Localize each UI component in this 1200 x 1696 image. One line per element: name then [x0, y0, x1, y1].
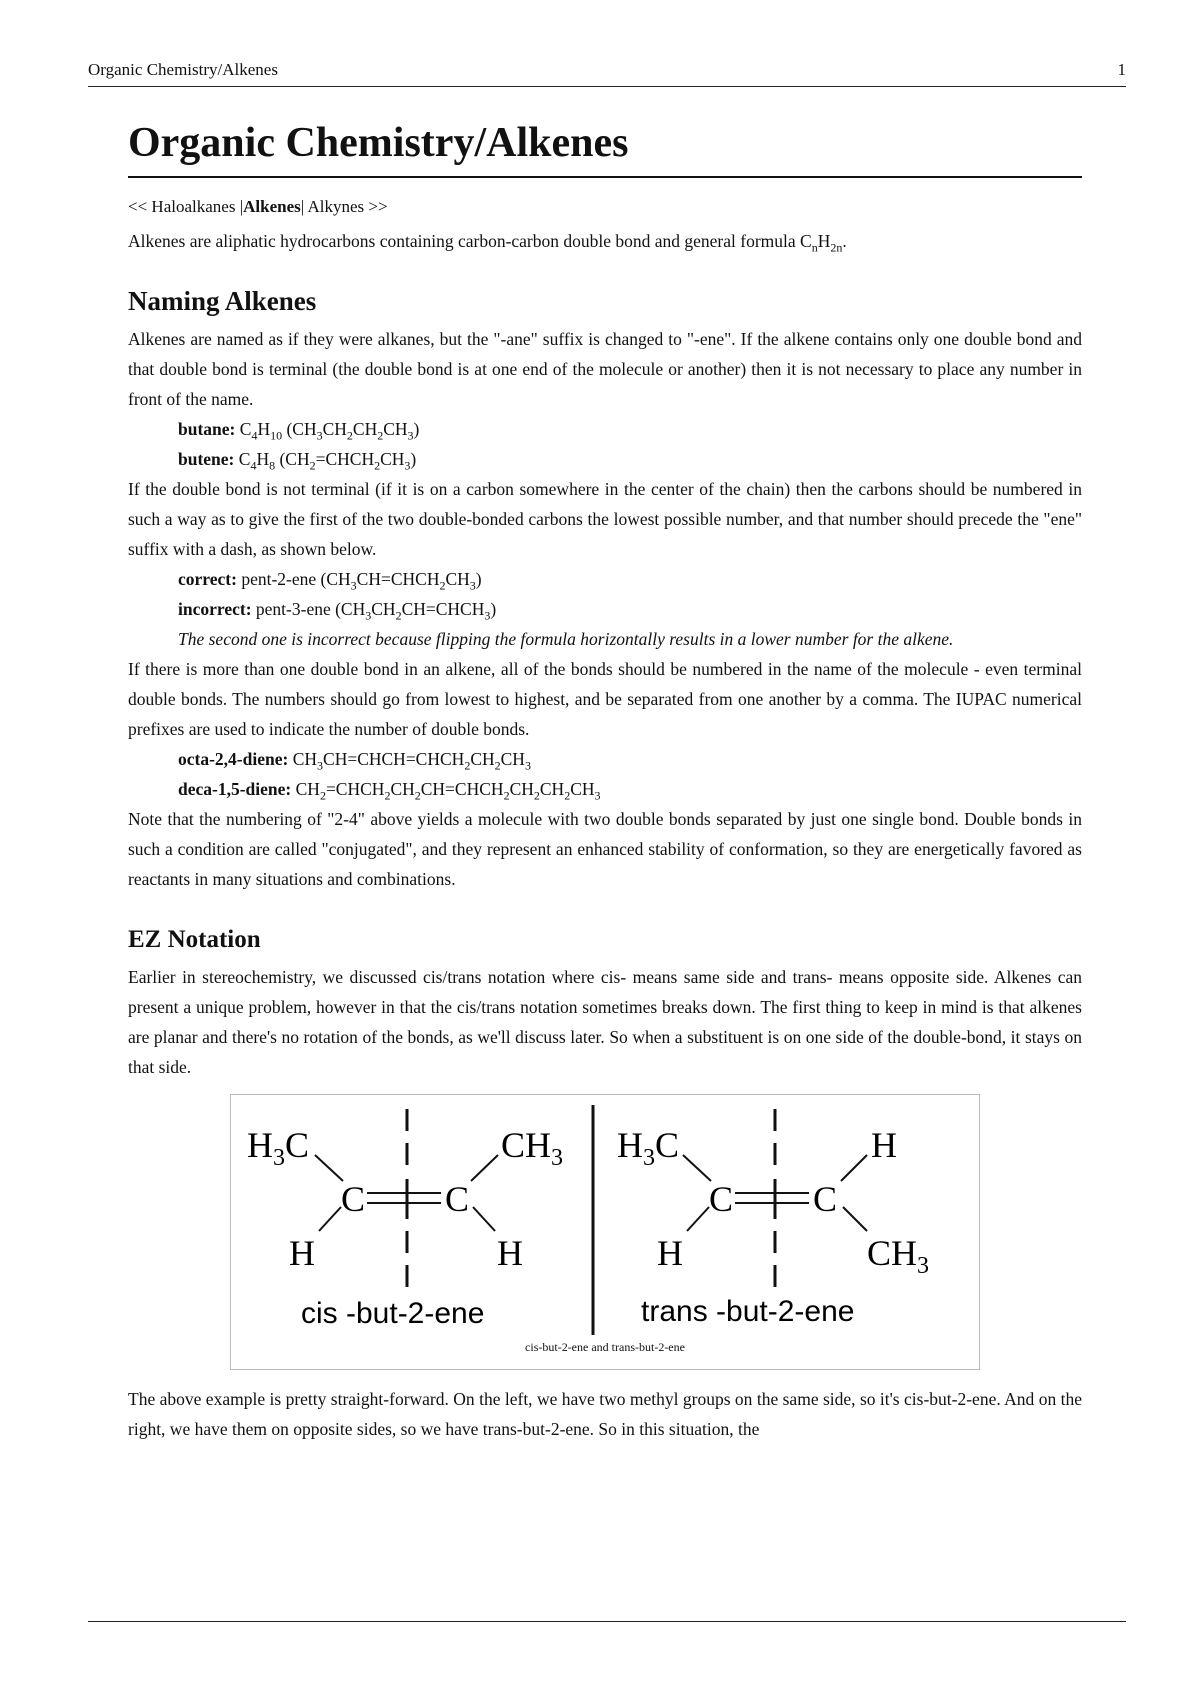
cis-h-right-label: H — [497, 1233, 523, 1274]
article-body — [128, 118, 1082, 1444]
running-title: Organic Chemistry/Alkenes — [88, 60, 278, 79]
trans-h-top-label: H — [871, 1125, 897, 1166]
chapter-navigation — [128, 196, 1082, 218]
page-title: Organic Chemistry/Alkenes — [128, 118, 1082, 178]
ez-paragraph-1: Earlier in stereochemistry, we discussed cis/trans notation where cis- means same side and trans- means opposite side. Alkenes can present a unique problem, however in that the cis/trans notation sometimes breaks down. The first thing to keep in mind is that alkenes are planar and there's no rotation of the bonds, as we'll discuss later. So when a substituent is on one side of the double-bond, it stays on that side. — [128, 967, 1082, 1078]
naming-paragraph-1: Alkenes are named as if they were alkanes, but the "-ane" suffix is changed to "-ene". If the alkene contains only one double bond and that double bond is terminal (the double bond is at one end of the molecule or another) then it is not necessary to place any number in front of the name. — [128, 329, 1082, 410]
running-header — [88, 60, 1126, 87]
figure-caption: cis-but-2-ene and trans-but-2-ene — [525, 1340, 685, 1355]
cis-c2-label: C — [445, 1179, 470, 1220]
page-number: 1 — [1117, 60, 1126, 79]
nav-current: Alkenes — [243, 197, 301, 217]
trans-h3c-label: $H_3C$ — [617, 1125, 680, 1172]
cis-name-label: cis -but-2-ene — [301, 1297, 485, 1331]
footer-rule — [88, 1621, 1126, 1622]
naming-paragraph-3: If there is more than one double bond in an alkene, all of the bonds should be numbered in the name of the molecule - even terminal double bonds. The numbers should go from lowest to highest, and be separated from one another by a comma. The IUPAC numerical prefixes are used to indicate the number of double bonds. — [128, 659, 1082, 740]
naming-paragraph-4: Note that the numbering of "2-4" above yields a molecule with two double bonds separated by just one single bond. Double bonds in such a condition are called "conjugated", and they represent an enhanced stability of conformation, so they are energetically favored as reactants in many situations and combinations. — [128, 809, 1082, 890]
intro-paragraph: Alkenes are aliphatic hydrocarbons containing carbon-carbon double bond and general formula $C_nH_{2n}$. — [128, 231, 847, 255]
example-incorrect: incorrect: pent-3-ene $(CH_3CH_2CH=CHCH_3)$ — [178, 599, 497, 623]
section-heading-ez: EZ Notation — [128, 926, 261, 954]
example-note: The second one is incorrect because flipping the formula horizontally results in a lower number for the alkene. — [178, 629, 954, 650]
example-decadiene: deca-1,5-diene: $CH_2=CHCH_2CH_2CH=CHCH_2CH_2CH_2CH_3$ — [178, 779, 601, 803]
example-butene: butene: $C_4H_8$ $(CH_2=CHCH_2CH_3)$ — [178, 449, 417, 473]
but-2-ene-diagram — [231, 1095, 979, 1369]
section-heading-naming: Naming Alkenes — [128, 286, 317, 317]
nav-next-link[interactable]: | Alkynes >> — [300, 197, 388, 217]
trans-c1-label: C — [709, 1179, 734, 1220]
cis-c1-label: C — [341, 1179, 366, 1220]
cis-ch3-label: $CH_3$ — [501, 1125, 564, 1172]
trans-name-label: trans -but-2-ene — [641, 1295, 855, 1329]
example-correct: correct: pent-2-ene $(CH_3CH=CHCH_2CH_3)$ — [178, 569, 482, 593]
example-butane: butane: $C_4H_{10}$ $(CH_3CH_2CH_2CH_3)$ — [178, 419, 420, 443]
trans-h-left-label: H — [657, 1233, 683, 1274]
naming-paragraph-2: If the double bond is not terminal (if it is on a carbon somewhere in the center of the chain) then the carbons should be numbered in such a way as to give the first of the two double-bonded carbons the lowest possible number, and that number should precede the "ene" suffix with a dash, as shown below. — [128, 479, 1082, 560]
trans-c2-label: C — [813, 1179, 838, 1220]
ez-paragraph-2: The above example is pretty straight-forward. On the left, we have two methyl groups on the same side, so it's cis-but-2-ene. And on the right, we have them on opposite sides, so we have trans-but-2-ene. So in this situation, the — [128, 1389, 1082, 1440]
cis-h-left-label: H — [289, 1233, 315, 1274]
nav-prev-link[interactable]: << Haloalkanes | — [128, 197, 244, 217]
example-octadiene: octa-2,4-diene: $CH_3CH=CHCH=CHCH_2CH_2CH_3$ — [178, 749, 531, 773]
cis-h3c-label: $H_3C$ — [247, 1125, 310, 1172]
trans-ch3-label: $CH_3$ — [867, 1233, 930, 1280]
but-2-ene-figure — [230, 1094, 980, 1370]
